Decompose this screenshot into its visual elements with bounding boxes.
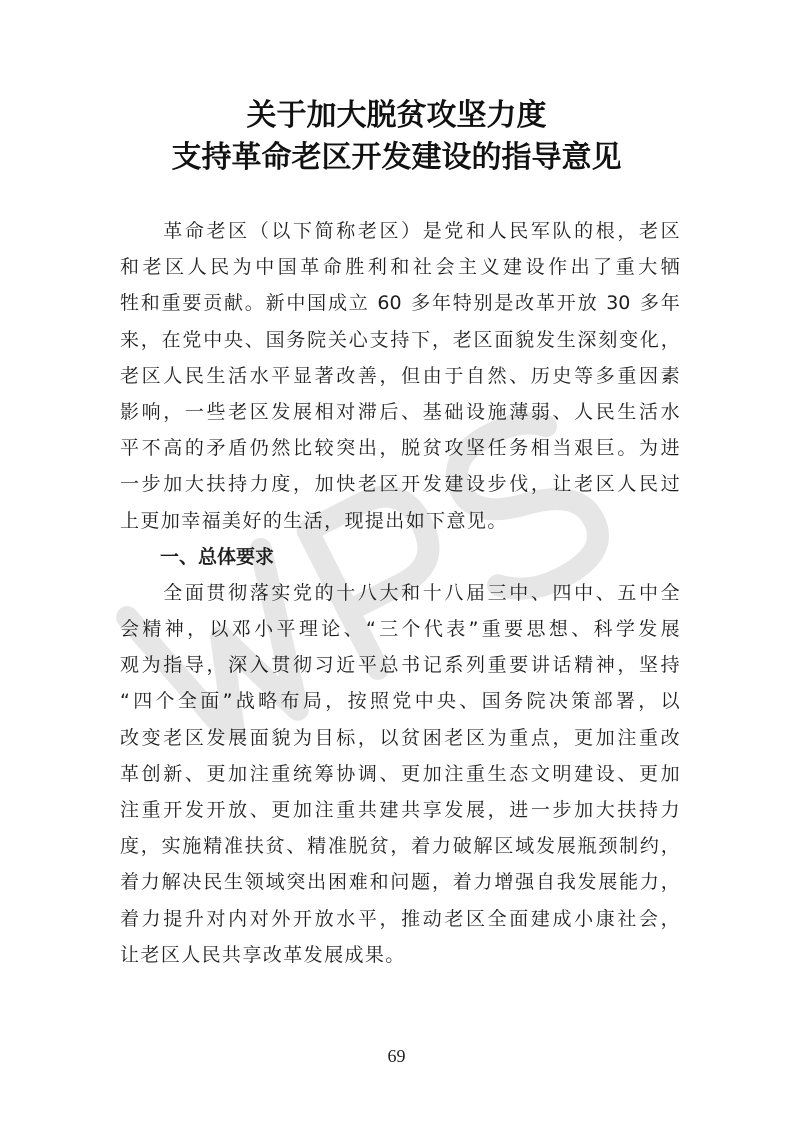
- title-line-1: 关于加大脱贫攻坚力度: [246, 98, 547, 133]
- paragraph-intro: [120, 213, 680, 539]
- text-line: “ 四 个 全 面 ” 战 略 布 局 ， 按 照 党 中 央 、 国 务 院 决 策 部 署 ， 以: [120, 690, 680, 713]
- text-line: 老 区 人 民 生 活 水 平 显 著 改 善 ， 但 由 于 自 然 、 历 史 等 多 重 因 素: [120, 364, 680, 387]
- text-line: 着 力 提 升 对 内 对 外 开 放 水 平 ， 推 动 老 区 全 面 建 成 小 康 社 会 ，: [120, 907, 680, 930]
- text-line: 观 为 指 导 ， 深 入 贯 彻 习 近 平 总 书 记 系 列 重 要 讲 话 精 神 ， 坚 持: [120, 654, 680, 677]
- paragraph-general-requirements: [120, 575, 680, 973]
- text-line: 一 步 加 大 扶 持 力 度 ， 加 快 老 区 开 发 建 设 步 伐 ， 让 老 区 人 民 过: [120, 473, 680, 496]
- text-line: 上 更 加 幸 福 美 好 的 生 活 ， 现 提 出 如 下 意 见 。: [120, 509, 507, 532]
- text-line: 会 精 神 ， 以 邓 小 平 理 论 、 “ 三 个 代 表 ” 重 要 思 想 、 科 学 发 展: [120, 618, 680, 641]
- document-title: [0, 95, 793, 179]
- page-number: 69: [387, 1046, 406, 1066]
- text-line: 牲 和 重 要 贡 献 。 新 中 国 成 立 60 多 年 特 别 是 改 革 开 放 30 多 年: [120, 292, 680, 315]
- text-line: 改 变 老 区 发 展 面 貌 为 目 标 ， 以 贫 困 老 区 为 重 点 ， 更 加 注 重 改: [120, 726, 680, 749]
- text-line: 度 ， 实 施 精 准 扶 贫 、 精 准 脱 贫 ， 着 力 破 解 区 域 发 展 瓶 颈 制 约 ，: [120, 835, 680, 858]
- section-heading: 一、总体要求: [160, 545, 275, 568]
- title-line-2: 支持革命老区开发建设的指导意见: [171, 140, 622, 175]
- text-line: 革 命 老 区 （ 以 下 简 称 老 区 ） 是 党 和 人 民 军 队 的 根 ， 老 区: [163, 220, 680, 242]
- text-line: 注 重 开 发 开 放 、 更 加 注 重 共 建 共 享 发 展 ， 进 一 步 加 大 扶 持 力: [120, 799, 680, 821]
- text-line: 全 面 贯 彻 落 实 党 的 十 八 大 和 十 八 届 三 中 、 四 中 、 五 中 全: [163, 581, 680, 604]
- text-line: 让 老 区 人 民 共 享 改 革 发 展 成 果 。: [120, 943, 405, 966]
- text-line: 着 力 解 决 民 生 领 域 突 出 困 难 和 问 题 ， 着 力 增 强 自 我 发 展 能 力 ，: [120, 871, 680, 894]
- text-line: 来 ， 在 党 中 央 、 国 务 院 关 心 支 持 下 ， 老 区 面 貌 发 生 深 刻 变 化 ，: [120, 328, 680, 351]
- body-text: [120, 213, 680, 973]
- text-line: 影 响 ， 一 些 老 区 发 展 相 对 滞 后 、 基 础 设 施 薄 弱 、 人 民 生 活 水: [120, 400, 680, 423]
- text-line: 平 不 高 的 矛 盾 仍 然 比 较 突 出 ， 脱 贫 攻 坚 任 务 相 当 艰 巨 。 为 进: [120, 437, 680, 460]
- text-line: 和 老 区 人 民 为 中 国 革 命 胜 利 和 社 会 主 义 建 设 作 出 了 重 大 牺: [120, 256, 680, 279]
- text-line: 革 创 新 、 更 加 注 重 统 筹 协 调 、 更 加 注 重 生 态 文 明 建 设 、 更 加: [120, 762, 680, 785]
